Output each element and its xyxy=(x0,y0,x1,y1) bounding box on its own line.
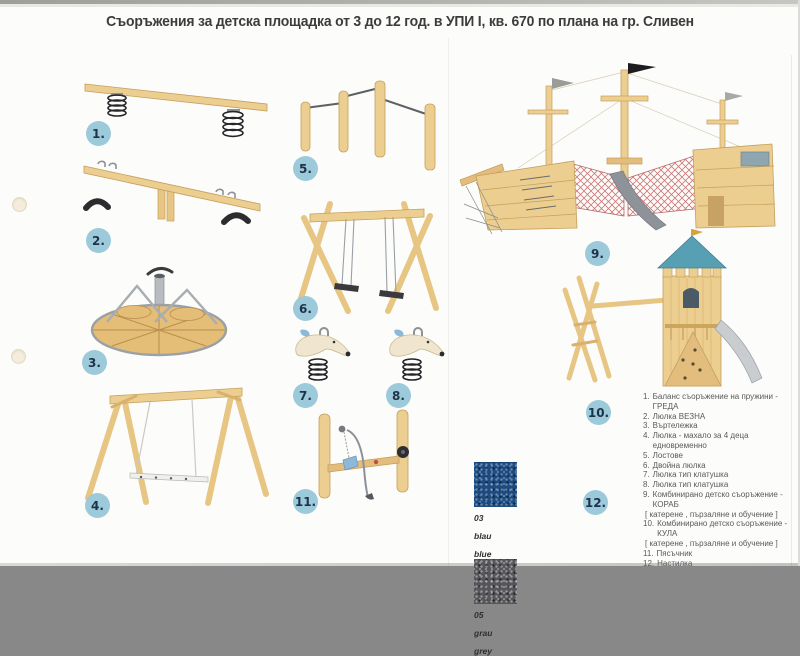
swatch-label-en: blue xyxy=(474,549,492,559)
legend-item xyxy=(643,421,795,431)
legend-num: 1. xyxy=(643,392,650,401)
legend-item xyxy=(643,519,795,539)
legend-text: Баланс съоръжение на пружини - ГРЕДА xyxy=(652,392,778,411)
figure-8-spring-rocker xyxy=(382,326,450,384)
figure-10-tower-play-structure xyxy=(545,228,767,396)
legend-text: Люлка тип клатушка xyxy=(652,470,729,480)
legend-num: 10. xyxy=(643,519,655,529)
spring-rocker-icon xyxy=(288,326,356,384)
legend-num: 5. xyxy=(643,450,650,460)
legend-note: [ катерене , пързаляне и обучение ] xyxy=(645,538,778,548)
figure-badge-10: 10. xyxy=(586,400,611,425)
legend-num: 2. xyxy=(643,411,650,421)
legend-num: 8. xyxy=(643,480,650,490)
legend-note: [ катерене , пързаляне и обучение ] xyxy=(645,509,778,519)
legend-item xyxy=(643,470,795,480)
legend-num: 4. xyxy=(643,431,650,441)
double-swing-icon xyxy=(288,188,448,316)
pull-up-bars-icon xyxy=(293,78,448,173)
legend-text: Лостове xyxy=(652,450,684,460)
figure-badge-7: 7. xyxy=(293,383,318,408)
figure-7-spring-rocker xyxy=(288,326,356,384)
legend-item xyxy=(643,392,795,412)
figure-badge-4: 4. xyxy=(85,493,110,518)
legend-text: Люлка ВЕЗНА xyxy=(652,411,706,421)
punch-hole xyxy=(11,349,26,364)
legend-num: 3. xyxy=(643,421,650,431)
sand-digger-icon xyxy=(303,408,431,504)
legend-num: 11. xyxy=(643,548,654,558)
legend-text: Люлка тип клатушка xyxy=(652,480,729,490)
figure-3-carousel xyxy=(88,262,238,362)
legend-text: Комбинирано детско съоръжение - КУЛА xyxy=(657,519,788,539)
legend-item xyxy=(643,559,795,569)
legend-item xyxy=(643,461,795,471)
carousel-icon xyxy=(88,262,238,362)
legend-item xyxy=(643,412,795,422)
figure-9-ship-play-structure xyxy=(458,58,793,246)
legend-text: Пясъчник xyxy=(656,548,693,558)
swatch-code: 03 xyxy=(474,513,484,523)
legend-text: Двойна люлка xyxy=(652,460,706,470)
swatch-code: 05 xyxy=(474,610,484,620)
legend-num: 12. xyxy=(643,558,655,568)
ship-play-structure-icon xyxy=(458,58,793,246)
legend-text: Въртележка xyxy=(652,421,698,431)
legend-num: 7. xyxy=(643,470,650,480)
figure-11-sand-digger xyxy=(303,408,431,504)
legend-item xyxy=(643,480,795,490)
legend-num: 6. xyxy=(643,460,650,470)
swatch-label-en: grey xyxy=(474,646,492,656)
swatch-label-de: grau xyxy=(474,628,493,638)
figure-6-double-swing xyxy=(288,188,448,316)
figure-2-seesaw xyxy=(78,148,268,233)
swatch-grey-column xyxy=(474,559,517,656)
seesaw-icon xyxy=(78,148,268,233)
figure-badge-11: 11. xyxy=(293,489,318,514)
swatch-blue-column xyxy=(474,462,517,559)
legend-item xyxy=(643,451,795,461)
legend-text: Люлка - махало за 4 деца едновременно xyxy=(652,431,749,450)
legend-item xyxy=(643,490,795,510)
punch-hole xyxy=(12,197,27,212)
figure-badge-9: 9. xyxy=(585,241,610,266)
surface-swatches xyxy=(474,462,574,656)
blue-surface-sample xyxy=(474,462,517,507)
grey-surface-sample xyxy=(474,559,517,604)
scan-edge-top-fade xyxy=(0,4,800,7)
tower-play-structure-icon xyxy=(545,228,767,396)
legend-text: Комбинирано детско съоръжение - КОРАБ xyxy=(652,489,783,509)
figure-badge-5: 5. xyxy=(293,156,318,181)
spring-rocker-icon xyxy=(382,326,450,384)
figure-4-pendulum-swing-frame xyxy=(78,372,273,510)
figure-badge-8: 8. xyxy=(386,383,411,408)
figure-badge-3: 3. xyxy=(82,350,107,375)
figure-badge-1: 1. xyxy=(86,121,111,146)
swatch-label-de: blau xyxy=(474,531,492,541)
legend-num: 9. xyxy=(643,489,650,499)
legend-text: Настилка xyxy=(657,558,693,568)
page-fold-line xyxy=(448,38,449,566)
legend-item xyxy=(643,549,795,559)
figure-badge-12: 12. xyxy=(583,490,608,515)
page-title: Съоръжения за детска площадка от 3 до 12 год. в УПИ I, кв. 670 по плана на гр. Сливен xyxy=(106,13,694,30)
figure-5-pull-up-bars xyxy=(293,78,448,173)
figure-badge-6: 6. xyxy=(293,296,318,321)
equipment-legend xyxy=(643,392,795,568)
legend-item xyxy=(643,431,795,451)
figure-badge-2: 2. xyxy=(86,228,111,253)
pendulum-swing-frame-icon xyxy=(78,372,273,510)
